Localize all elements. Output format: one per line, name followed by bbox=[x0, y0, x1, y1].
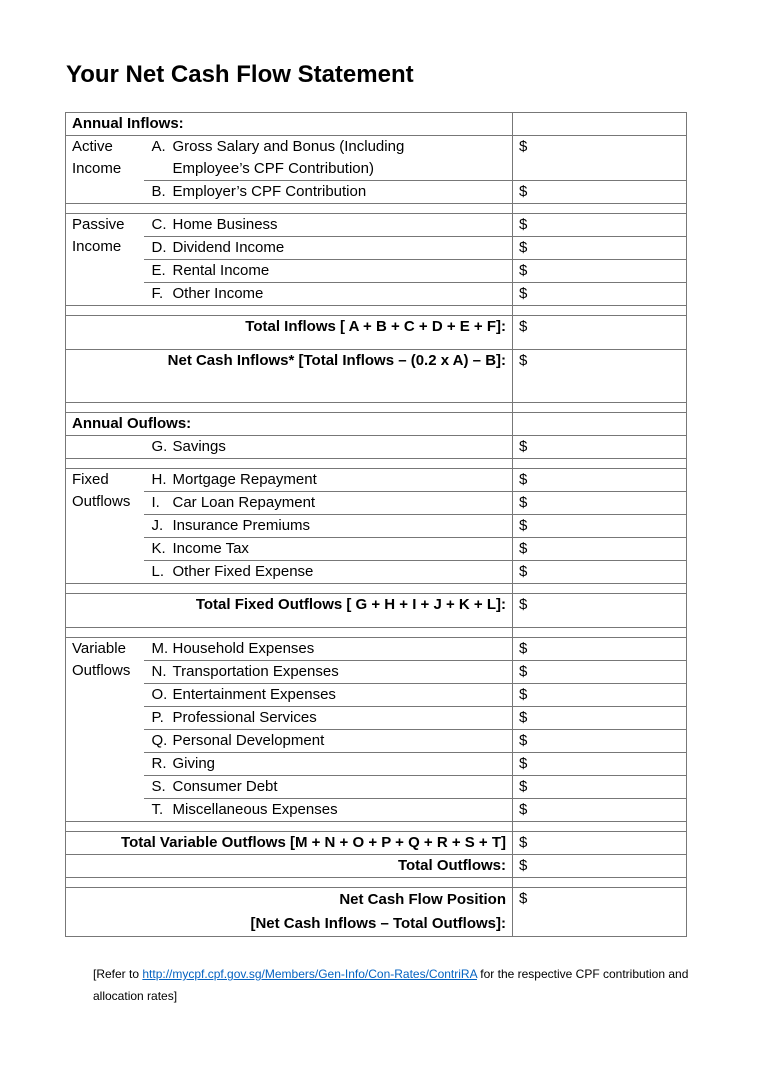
item-row-f bbox=[66, 283, 687, 306]
page-title: Your Net Cash Flow Statement bbox=[66, 61, 414, 88]
fixed-outflows-label: Fixed Outflows bbox=[66, 469, 144, 584]
item-d: D. Dividend Income bbox=[144, 237, 513, 260]
amount-field-e[interactable]: $ bbox=[513, 260, 687, 283]
item-q: Q. Personal Development bbox=[144, 730, 513, 753]
amount-field-h[interactable]: $ bbox=[513, 469, 687, 492]
item-e: E. Rental Income bbox=[144, 260, 513, 283]
inflows-header-row bbox=[66, 113, 687, 136]
item-row-d bbox=[66, 237, 687, 260]
cash-flow-table bbox=[65, 112, 687, 937]
amount-field-m[interactable]: $ bbox=[513, 638, 687, 661]
item-c: C. Home Business bbox=[144, 214, 513, 237]
item-k: K. Income Tax bbox=[144, 538, 513, 561]
outflows-header: Annual Ouflows: bbox=[66, 413, 513, 436]
total-outflows-field[interactable]: $ bbox=[513, 855, 687, 878]
item-i: I. Car Loan Repayment bbox=[144, 492, 513, 515]
net-inflows-field[interactable]: $ bbox=[513, 350, 687, 403]
item-row-g bbox=[66, 436, 687, 459]
item-row-t bbox=[66, 799, 687, 822]
amount-field-j[interactable]: $ bbox=[513, 515, 687, 538]
item-row-r bbox=[66, 753, 687, 776]
item-t: T. Miscellaneous Expenses bbox=[144, 799, 513, 822]
amount-field-i[interactable]: $ bbox=[513, 492, 687, 515]
item-row-h bbox=[66, 469, 687, 492]
item-row-l bbox=[66, 561, 687, 584]
amount-field-d[interactable]: $ bbox=[513, 237, 687, 260]
item-row-k bbox=[66, 538, 687, 561]
item-row-m bbox=[66, 638, 687, 661]
item-r: R. Giving bbox=[144, 753, 513, 776]
item-f: F. Other Income bbox=[144, 283, 513, 306]
item-g: G. Savings bbox=[144, 436, 513, 459]
total-inflows-row bbox=[66, 316, 687, 350]
item-row-s bbox=[66, 776, 687, 799]
cpf-reference-note: [Refer to http://mycpf.cpf.gov.sg/Members/Gen-Info/Con-Rates/ContriRA for the respective CPF contribution and allocation rates] bbox=[93, 967, 689, 1003]
total-outflows-row bbox=[66, 855, 687, 878]
item-row-b bbox=[66, 181, 687, 204]
total-variable-row bbox=[66, 832, 687, 855]
net-position-field[interactable]: $ bbox=[513, 888, 687, 937]
total-inflows-field[interactable]: $ bbox=[513, 316, 687, 350]
amount-field-g[interactable]: $ bbox=[513, 436, 687, 459]
active-income-label: Active Income bbox=[66, 136, 144, 204]
net-inflows-row bbox=[66, 350, 687, 403]
total-fixed-label: Total Fixed Outflows [ G + H + I + J + K + L]: bbox=[66, 594, 513, 628]
item-row-q bbox=[66, 730, 687, 753]
amount-field-o[interactable]: $ bbox=[513, 684, 687, 707]
item-row-a bbox=[66, 136, 687, 181]
item-b: B. Employer’s CPF Contribution bbox=[144, 181, 513, 204]
amount-field-f[interactable]: $ bbox=[513, 283, 687, 306]
variable-outflows-label: Variable Outflows bbox=[66, 638, 144, 822]
inflows-header: Annual Inflows: bbox=[66, 113, 513, 136]
passive-income-label: Passive Income bbox=[66, 214, 144, 306]
amount-field-t[interactable]: $ bbox=[513, 799, 687, 822]
item-s: S. Consumer Debt bbox=[144, 776, 513, 799]
cpf-rates-link[interactable]: http://mycpf.cpf.gov.sg/Members/Gen-Info/Con-Rates/ContriRA bbox=[142, 967, 477, 981]
item-row-o bbox=[66, 684, 687, 707]
item-row-j bbox=[66, 515, 687, 538]
total-variable-field[interactable]: $ bbox=[513, 832, 687, 855]
item-row-c bbox=[66, 214, 687, 237]
net-inflows-label: Net Cash Inflows* [Total Inflows – (0.2 x A) – B]: bbox=[66, 350, 513, 403]
item-h: H. Mortgage Repayment bbox=[144, 469, 513, 492]
total-inflows-label: Total Inflows [ A + B + C + D + E + F]: bbox=[66, 316, 513, 350]
item-row-i bbox=[66, 492, 687, 515]
item-o: O. Entertainment Expenses bbox=[144, 684, 513, 707]
amount-field-l[interactable]: $ bbox=[513, 561, 687, 584]
total-variable-label: Total Variable Outflows [M + N + O + P + Q + R + S + T] bbox=[66, 832, 513, 855]
amount-field-s[interactable]: $ bbox=[513, 776, 687, 799]
net-position-label: Net Cash Flow Position [Net Cash Inflows – Total Outflows]: bbox=[66, 888, 513, 937]
item-n: N. Transportation Expenses bbox=[144, 661, 513, 684]
amount-field-n[interactable]: $ bbox=[513, 661, 687, 684]
item-p: P. Professional Services bbox=[144, 707, 513, 730]
item-row-e bbox=[66, 260, 687, 283]
amount-field-p[interactable]: $ bbox=[513, 707, 687, 730]
item-row-n bbox=[66, 661, 687, 684]
outflows-header-row bbox=[66, 413, 687, 436]
total-outflows-label: Total Outflows: bbox=[66, 855, 513, 878]
item-row-p bbox=[66, 707, 687, 730]
total-fixed-field[interactable]: $ bbox=[513, 594, 687, 628]
amount-field-c[interactable]: $ bbox=[513, 214, 687, 237]
amount-field-a[interactable]: $ bbox=[513, 136, 687, 181]
net-position-row bbox=[66, 888, 687, 937]
item-m: M. Household Expenses bbox=[144, 638, 513, 661]
amount-field-r[interactable]: $ bbox=[513, 753, 687, 776]
amount-field-k[interactable]: $ bbox=[513, 538, 687, 561]
item-j: J. Insurance Premiums bbox=[144, 515, 513, 538]
item-a: A. Gross Salary and Bonus (Including Employee’s CPF Contribution) bbox=[144, 136, 513, 181]
total-fixed-row bbox=[66, 594, 687, 628]
amount-field-b[interactable]: $ bbox=[513, 181, 687, 204]
amount-field-q[interactable]: $ bbox=[513, 730, 687, 753]
item-l: L. Other Fixed Expense bbox=[144, 561, 513, 584]
